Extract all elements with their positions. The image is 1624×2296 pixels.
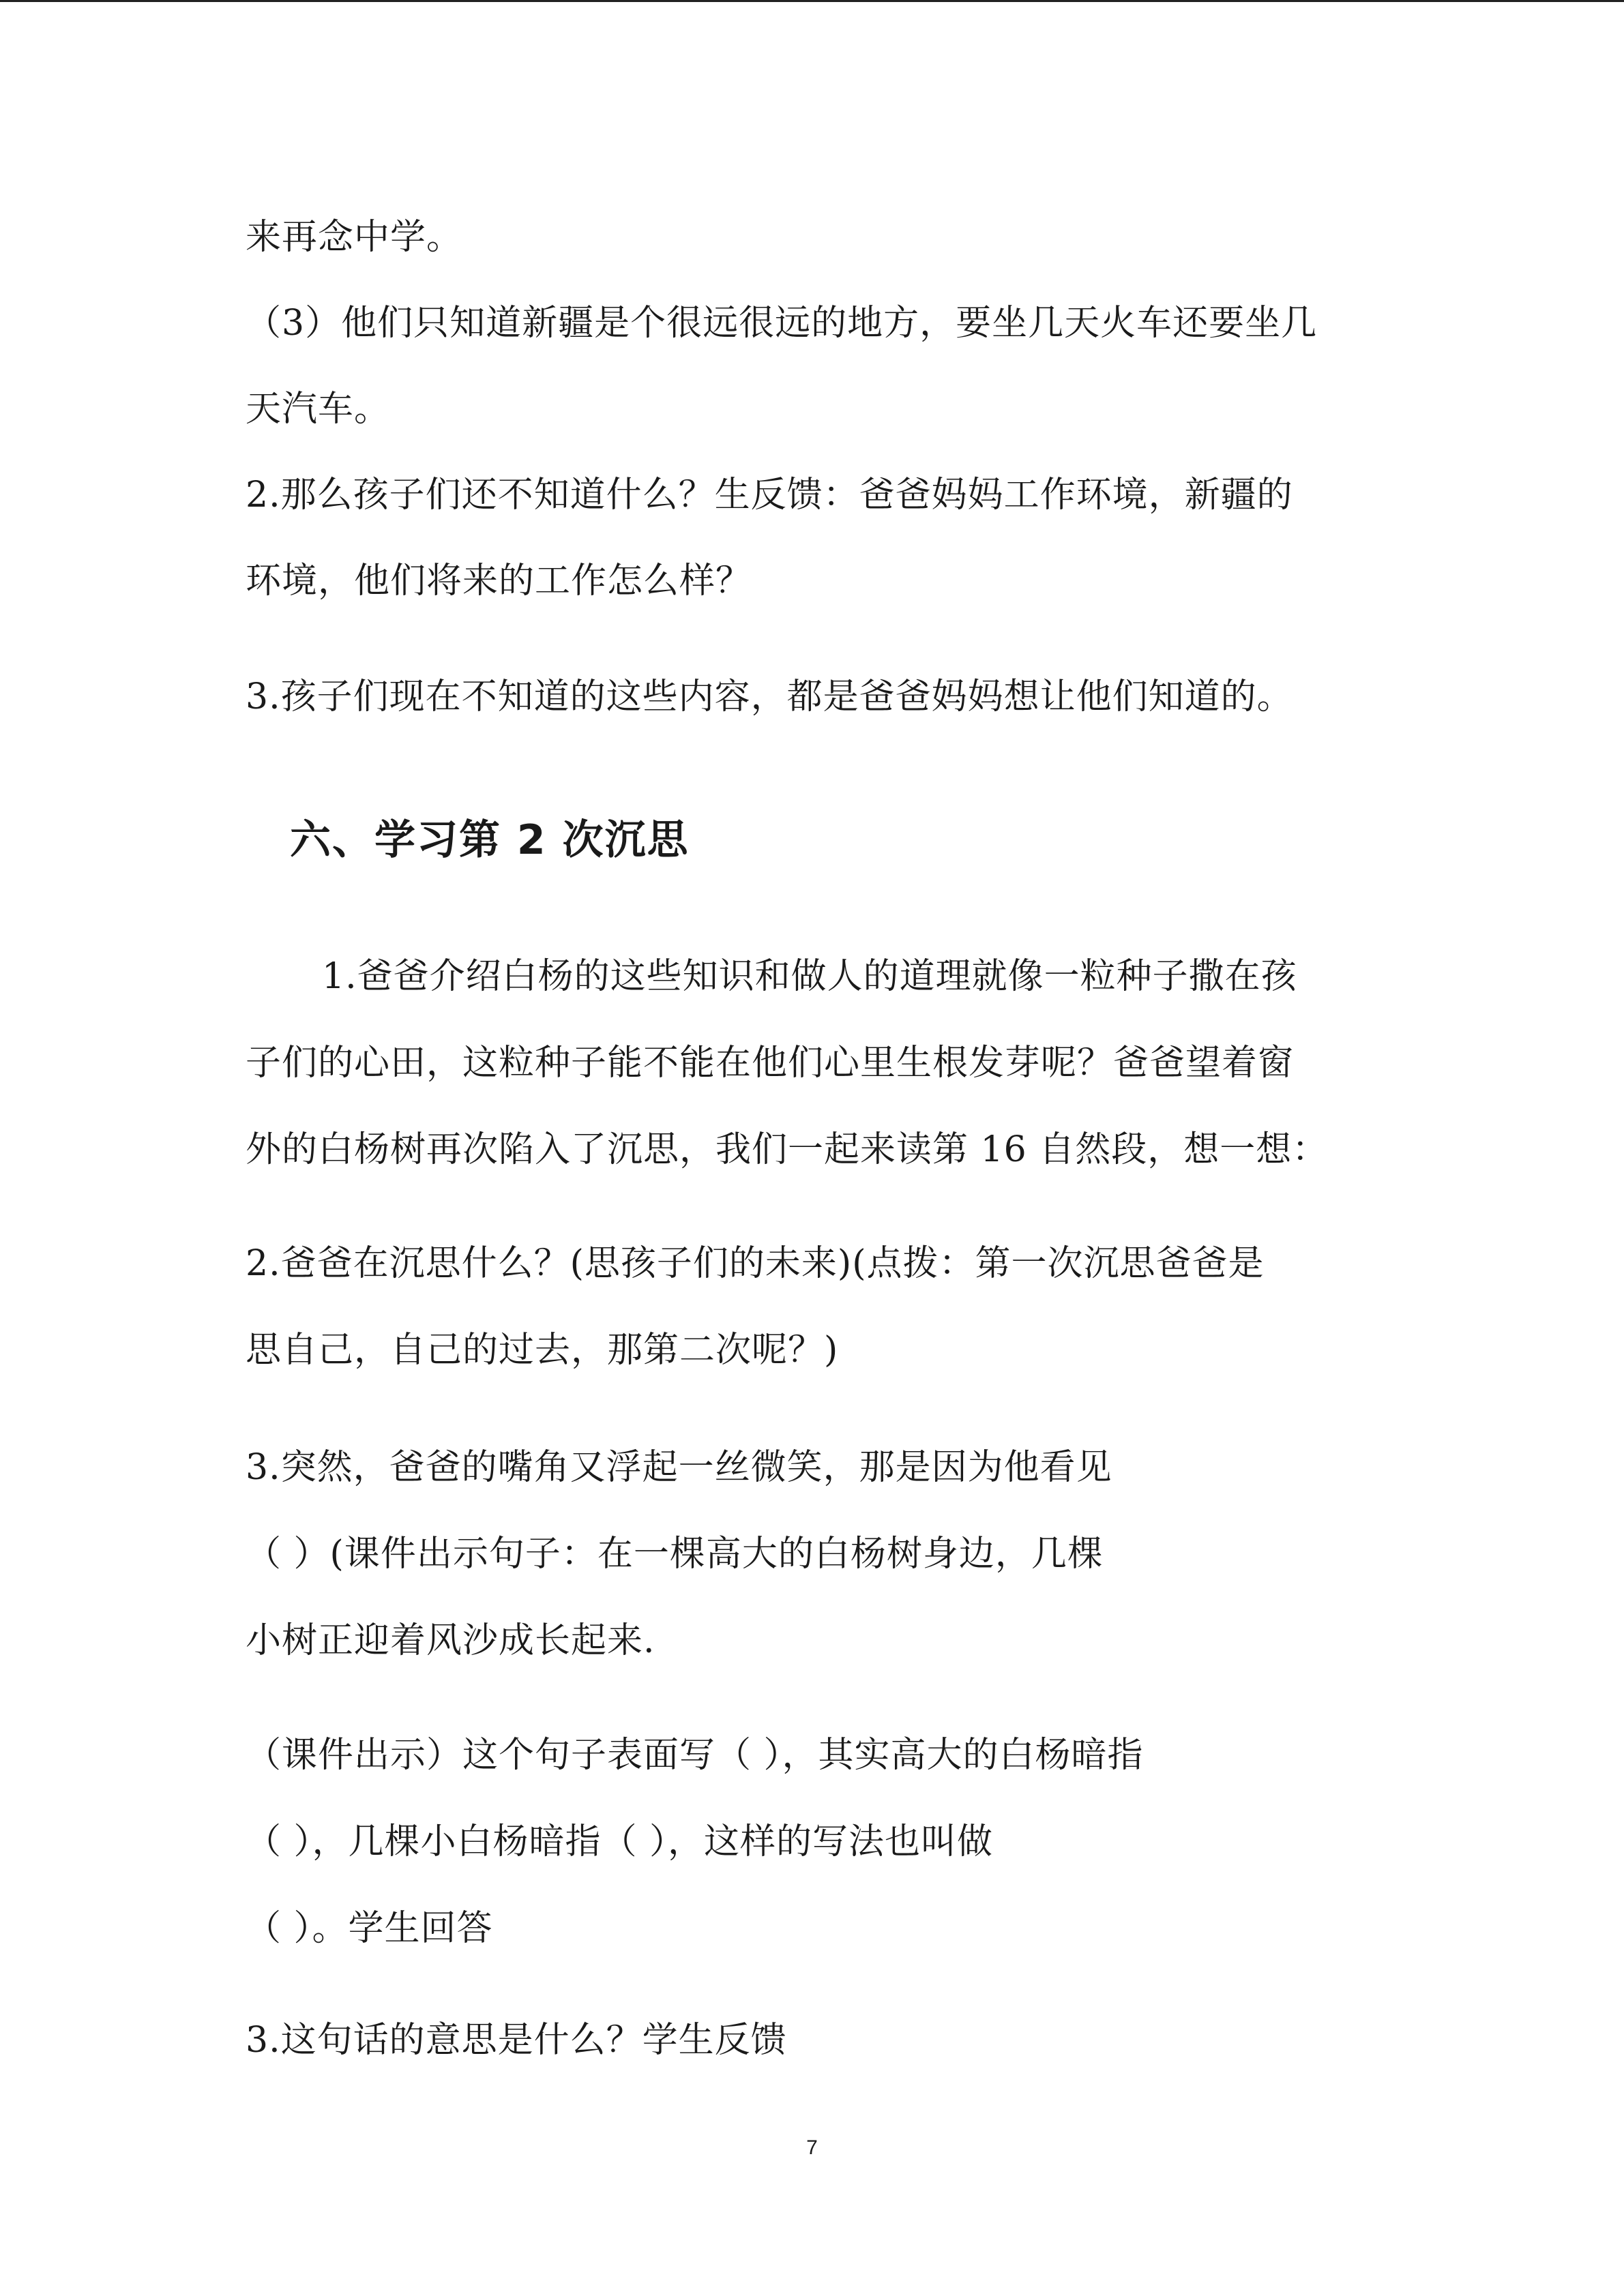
text-line: （ ），几棵小白杨暗指（ ），这样的写法也叫做	[246, 1821, 994, 1862]
section-heading: 六、学习第 2 次沉思	[290, 816, 690, 864]
text-line: 小树正迎着风沙成长起来.	[246, 1620, 655, 1661]
text-line: 1.爸爸介绍白杨的这些知识和做人的道理就像一粒种子撒在孩	[322, 956, 1297, 997]
text-line: 3.突然，爸爸的嘴角又浮起一丝微笑，那是因为他看见	[246, 1447, 1112, 1488]
text-line: 2.爸爸在沉思什么？(思孩子们的未来)(点拨：第一次沉思爸爸是	[246, 1243, 1265, 1284]
text-line: 来再念中学。	[246, 217, 463, 258]
text-line: （ ）(课件出示句子：在一棵高大的白杨树身边，几棵	[246, 1534, 1104, 1575]
text-line: 3.孩子们现在不知道的这些内容，都是爸爸妈妈想让他们知道的。	[246, 676, 1293, 717]
text-line: 外的白杨树再次陷入了沉思，我们一起来读第 16 自然段，想一想：	[246, 1129, 1329, 1170]
text-line: 3.这句话的意思是什么？学生反馈	[246, 2020, 787, 2061]
page-top-border	[0, 0, 1624, 2]
text-line: 子们的心田，这粒种子能不能在他们心里生根发芽呢？爸爸望着窗	[246, 1043, 1295, 1084]
text-line: 环境，他们将来的工作怎么样？	[246, 561, 752, 601]
text-line: （3）他们只知道新疆是个很远很远的地方，要坐几天火车还要坐几	[246, 303, 1318, 344]
text-line: 2.那么孩子们还不知道什么？生反馈：爸爸妈妈工作环境，新疆的	[246, 475, 1293, 516]
page-number: 7	[806, 2136, 818, 2159]
text-line: （ ）。学生回答	[246, 1908, 493, 1949]
text-line: （课件出示）这个句子表面写（ ），其实高大的白杨暗指	[246, 1735, 1144, 1776]
text-line: 天汽车。	[246, 389, 391, 430]
text-line: 思自己，自己的过去，那第二次呢？)	[246, 1330, 839, 1371]
